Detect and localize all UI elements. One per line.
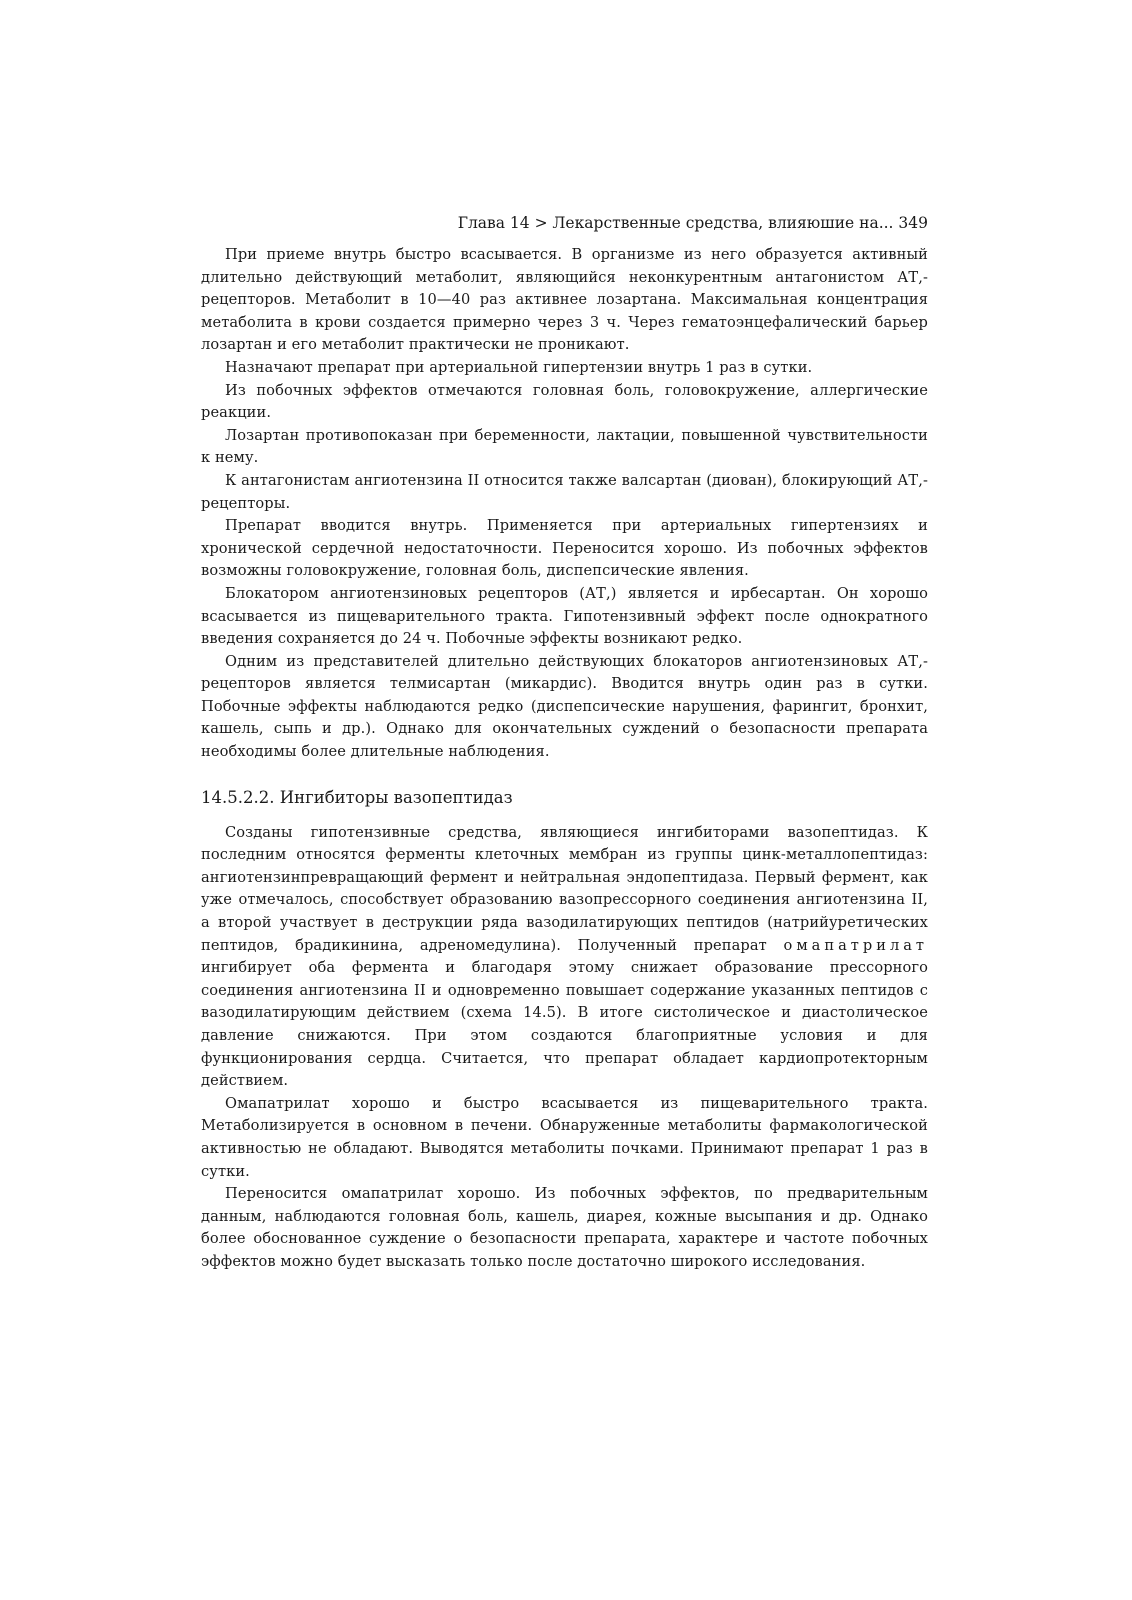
drug-name-emphasis: омапатрилат — [783, 936, 928, 954]
paragraph-omapatrilat-tolerance: Переносится омапатрилат хорошо. Из побочных эффектов, по предварительным данным, наблюдаются головная боль, кашель, диарея, кожные высыпания и др. Однако более обоснованное суждение о безопасности препарата, характере и частоте побочных эффектов можно будет высказать только после достаточно широкого исследования. — [201, 1185, 928, 1270]
section-heading: 14.5.2.2. Ингибиторы вазопептидаз — [201, 787, 513, 807]
paragraph-valsartan: К антагонистам ангиотензина II относится также валсартан (диован), блокирующий АТ,-рецепторы. — [201, 471, 928, 512]
paragraph-valsartan-use: Препарат вводится внутрь. Применяется при артериальных гипертензиях и хронической сердечной недостаточности. Переносится хорошо. Из побочных эффектов возможны головокружение, головная боль, диспепсические явления. — [201, 517, 928, 580]
paragraph-losartan-side-effects: Из побочных эффектов отмечаются головная боль, головокружение, аллергические реакции. — [201, 381, 928, 422]
paragraph-text: ингибирует оба фермента и благодаря этому снижает образование прессорного соединения ангиотензина II и одновременно повышает содержание указанных пептидов с вазодилатирующим действием (схема 14.5). В итоге систолическое и диастолическое давление снижаются. При этом создаются благоприятные условия и для функционирования сердца. Считается, что препарат обладает кардиопротекторным действием. — [201, 959, 928, 1090]
paragraph-omapatrilat-pharmacokinetics: Омапатрилат хорошо и быстро всасывается из пищеварительного тракта. Метаболизируется в основном в печени. Обнаруженные метаболиты фармакологической активностью не обладают. Выводятся метаболиты почками. Принимают препарат 1 раз в сутки. — [201, 1094, 928, 1180]
paragraph-telmisartan: Одним из представителей длительно действующих блокаторов ангиотензиновых АТ,-рецепторов является телмисартан (микардис). Вводится внутрь один раз в сутки. Побочные эффекты наблюдаются редко (диспепсические нарушения, фарингит, бронхит, кашель, сыпь и др.). Однако для окончательных суждений о безопасности препарата необходимы более длительные наблюдения. — [201, 652, 928, 761]
book-page — [201, 212, 928, 1274]
paragraph-irbesartan: Блокатором ангиотензиновых рецепторов (АТ,) является и ирбесартан. Он хорошо всасывается из пищеварительного тракта. Гипотензивный эффект после однократного введения сохраняется до 24 ч. Побочные эффекты возникают редко. — [201, 584, 928, 648]
paragraph-losartan-dosage: Назначают препарат при артериальной гипертензии внутрь 1 раз в сутки. — [225, 358, 813, 376]
running-head: Глава 14 > Лекарственные средства, влияюшие на... 349 — [457, 214, 928, 232]
paragraph-vasopeptidase-inhibitors — [201, 822, 928, 1093]
paragraph-losartan-absorption: При приеме внутрь быстро всасывается. В организме из него образуется активный длительно действующий метаболит, являющийся неконкурентным антагонистом АТ,-рецепторов. Метаболит в 10—40 раз активнее лозартана. Максимальная концентрация метаболита в крови создается примерно через 3 ч. Через гематоэнцефалический барьер лозартан и его метаболит практически не проникают. — [201, 246, 928, 354]
paragraph-text: Созданы гипотензивные средства, являющиеся ингибиторами вазопептидаз. К последним относятся ферменты клеточных мембран из группы цинк-металлопептидаз: ангиотензинпревращающий фермент и нейтральная эндопептидаза. Первый фермент, как уже отмечалось, способствует образованию вазопрессорного соединения ангиотензина II, а второй участвует в деструкции ряда вазодилатирующих пептидов (натрийуретических пептидов, брадикинина, адреномедулина). Полученный препарат — [201, 823, 928, 954]
paragraph-losartan-contraindications: Лозартан противопоказан при беременности, лактации, повышенной чувствительности к нему. — [201, 426, 928, 467]
